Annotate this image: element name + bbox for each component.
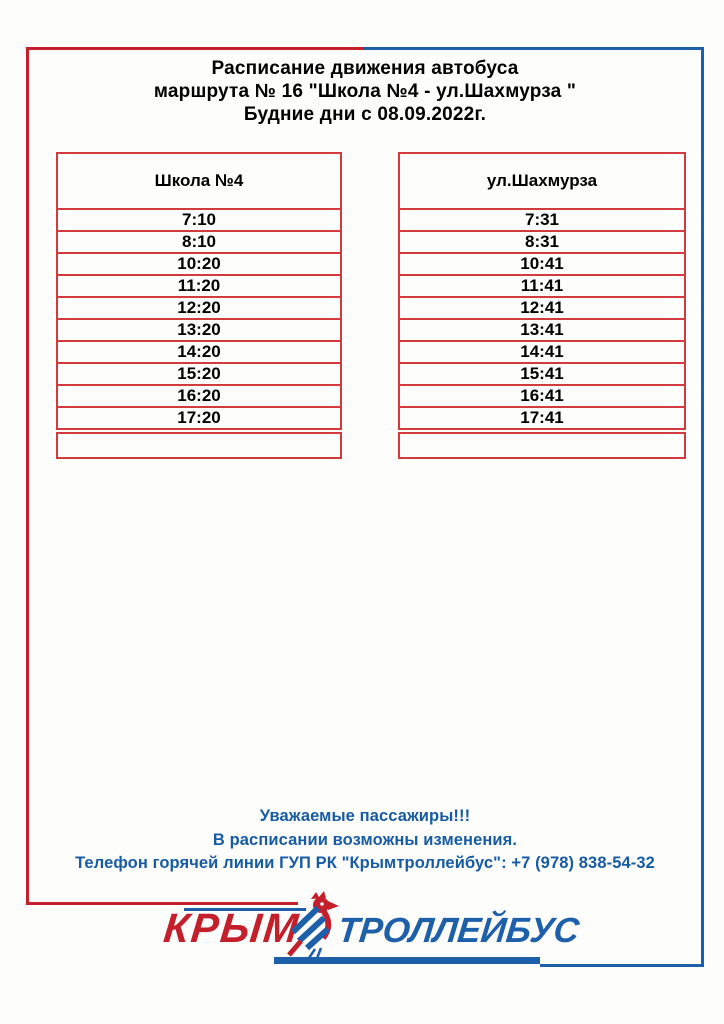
schedule-row: 7:31 bbox=[398, 210, 686, 232]
column-header-shahmurza: ул.Шахмурза bbox=[398, 152, 686, 210]
schedule-row: 15:41 bbox=[398, 364, 686, 386]
schedule-row: 8:10 bbox=[56, 232, 342, 254]
frame-top-red-line bbox=[26, 47, 364, 50]
frame-top-blue-line bbox=[364, 47, 704, 50]
schedule-row: 8:31 bbox=[398, 232, 686, 254]
title-line-route: Расписание движения автобуса bbox=[211, 58, 519, 79]
notice-line-changes: В расписании возможны изменения. bbox=[212, 830, 518, 849]
schedule-row-empty bbox=[56, 432, 342, 459]
schedule-row: 16:41 bbox=[398, 386, 686, 408]
notice-line-greeting: Уважаемые пассажиры!!! bbox=[259, 807, 471, 825]
title-line-dates: Будние дни с 08.09.2022г. bbox=[243, 104, 487, 125]
passenger-notice bbox=[26, 805, 704, 876]
schedule-row: 12:20 bbox=[56, 298, 342, 320]
schedule-row: 13:41 bbox=[398, 320, 686, 342]
schedule-row: 15:20 bbox=[56, 364, 342, 386]
logo-word-trolleybus: ТРОЛЛЕЙБУС bbox=[336, 911, 582, 950]
schedule-row: 13:20 bbox=[56, 320, 342, 342]
schedule-row: 16:20 bbox=[56, 386, 342, 408]
schedule-row: 11:20 bbox=[56, 276, 342, 298]
column-header-school: Школа №4 bbox=[56, 152, 342, 210]
schedule-row-empty bbox=[398, 432, 686, 459]
schedule-row: 11:41 bbox=[398, 276, 686, 298]
rooster-bird-icon bbox=[283, 891, 339, 963]
schedule-row: 14:41 bbox=[398, 342, 686, 364]
schedule-row: 10:20 bbox=[56, 254, 342, 276]
logo-blue-underline bbox=[274, 957, 540, 964]
document-title bbox=[26, 57, 704, 126]
schedule-table-school bbox=[56, 152, 342, 459]
schedule-row: 10:41 bbox=[398, 254, 686, 276]
frame-bottom-blue-line bbox=[540, 964, 704, 967]
title-line-route-name: маршрута № 16 "Школа №4 - ул.Шахмурза " bbox=[153, 81, 577, 102]
frame-left-red-line bbox=[26, 47, 29, 905]
schedule-row: 17:20 bbox=[56, 408, 342, 430]
logo-word-krym: КРЫМ bbox=[161, 905, 303, 951]
schedule-row: 7:10 bbox=[56, 210, 342, 232]
schedule-table-shahmurza bbox=[398, 152, 686, 459]
schedule-row: 17:41 bbox=[398, 408, 686, 430]
schedule-row: 12:41 bbox=[398, 298, 686, 320]
notice-line-hotline: Телефон горячей линии ГУП РК "Крымтроллейбус": +7 (978) 838-54-32 bbox=[75, 854, 655, 872]
schedule-row: 14:20 bbox=[56, 342, 342, 364]
